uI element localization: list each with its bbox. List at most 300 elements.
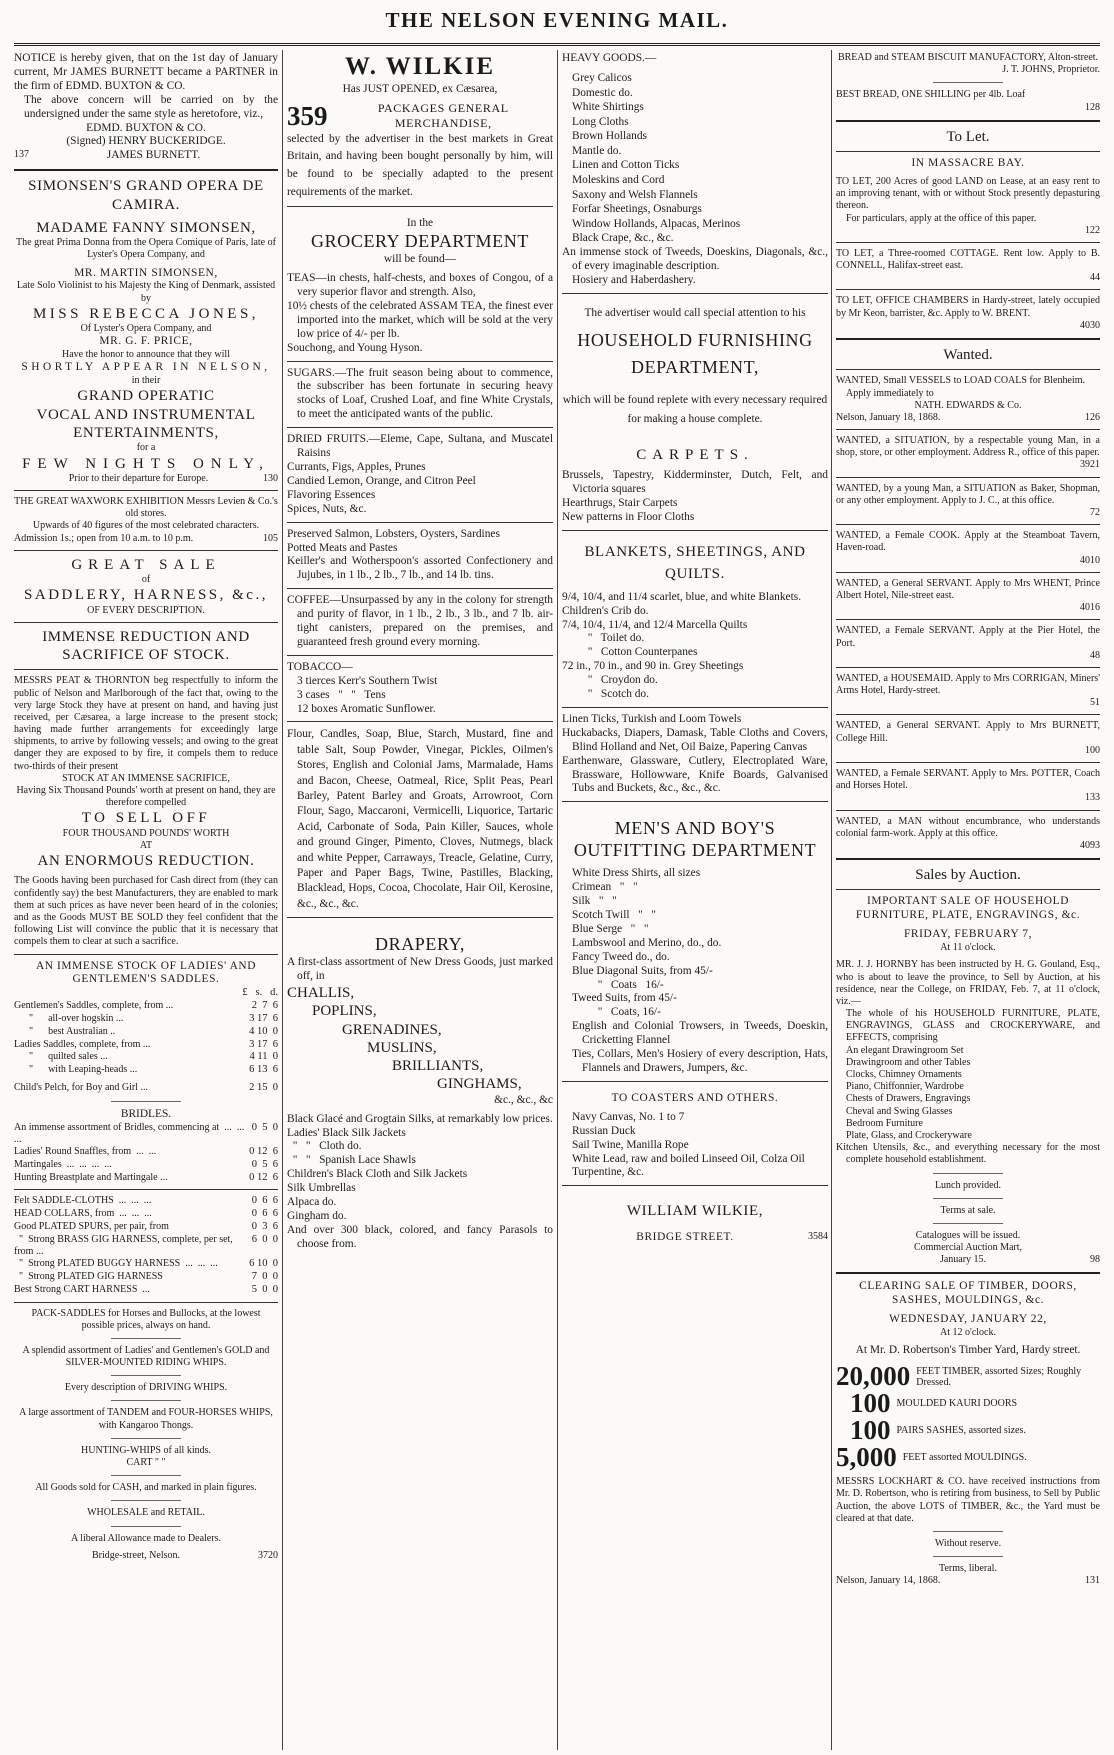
ad-number: 3720 [257, 1549, 278, 1561]
mens-heading: MEN'S AND BOY'S [614, 818, 776, 839]
household-heading: HOUSEHOLD FURNISHING DEPARTMENT, [577, 330, 813, 377]
ad-number: 100 [1085, 744, 1100, 756]
alpaca: Alpaca do. [287, 1196, 337, 1209]
notice-ad [14, 52, 278, 163]
lot-row [836, 1444, 1100, 1471]
wanted-item: NATH. EDWARDS & Co. [914, 399, 1022, 411]
wednesday-date: WEDNESDAY, JANUARY 22, [889, 1313, 1047, 1326]
divider [836, 477, 1100, 478]
mens-item: " Coats 16/- [592, 978, 664, 991]
parasols: And over 300 black, colored, and fancy Parasols to choose from. [287, 1223, 553, 1250]
sale-heading: OF EVERY DESCRIPTION. [87, 604, 205, 616]
wanted-heading: Wanted. [943, 347, 993, 364]
price-value: 4 11 0 [249, 1051, 278, 1063]
auction-item: Clocks, Chimney Ornaments [846, 1069, 962, 1081]
divider [836, 524, 1100, 525]
gingham: Gingham do. [287, 1209, 347, 1222]
keiller: Keiller's and Wotherspoon's assorted Confectionery and Jujubes, in 1 lb., 2 lb., 7 lb., and 14 lb. tins. [287, 555, 553, 582]
saddlery-ad [14, 556, 278, 1562]
mens-list [562, 867, 828, 1076]
wanted-item: WANTED, a Female SERVANT. Apply to Mrs. POTTER, Coach and Horses Hotel. [836, 768, 1100, 792]
fruit-item: Flavoring Essences [287, 488, 376, 501]
divider [111, 1500, 181, 1501]
opera-line: ENTERTAINMENTS, [73, 425, 219, 442]
sale-time: At 12 o'clock. [940, 1327, 996, 1339]
grocery-heading: GROCERY DEPARTMENT [311, 231, 529, 252]
household-effects: The whole of his HOUSEHOLD FURNITURE, PLATE, ENGRAVINGS, GLASS and CROCKERYWARE, and EFFECTS, comprising [846, 1008, 1100, 1044]
sale-time: At 11 o'clock. [940, 942, 996, 954]
terms: Terms at sale. [940, 1204, 996, 1216]
heavy-goods-item: White Shirtings [572, 101, 644, 114]
divider [836, 889, 1100, 890]
price-item: Good PLATED SPURS, per pair, from [14, 1220, 169, 1232]
sale-line: STOCK AT AN IMMENSE SACRIFICE, [62, 772, 230, 784]
ad-number: 128 [1085, 101, 1100, 113]
column-3 [562, 52, 828, 1748]
divider [111, 1375, 181, 1376]
heavy-goods-list [562, 71, 828, 246]
sales-heading: Sales by Auction. [915, 867, 1021, 884]
ad-number: 4093 [1080, 839, 1100, 851]
auction-date: Nelson, January 14, 1868. [836, 1575, 941, 1587]
to-let-item: TO LET, OFFICE CHAMBERS in Hardy-street, lately occupied by Mr Keon, barrister, &c. Apply to W. BRENT. [836, 295, 1100, 319]
price-value: 0 6 6 [251, 1208, 278, 1220]
price-item: Best Strong CART HARNESS ... [14, 1283, 150, 1295]
fruits-list [287, 461, 553, 517]
price-row [14, 1064, 278, 1077]
blanket-item: 72 in., 70 in., and 90 in. Grey Sheetings [562, 660, 744, 673]
divider [111, 1475, 181, 1476]
price-item: " quilted sales ... [14, 1051, 108, 1063]
mens-item: Blue Diagonal Suits, from 45/- [572, 964, 713, 977]
price-value: 0 5 0 [251, 1121, 278, 1133]
wanted-item: WANTED, a Female SERVANT. Apply at the Pier Hotel, the Port. [836, 625, 1100, 649]
dress-good: &c., &c., &c [494, 1093, 553, 1106]
lockhart-notice: MESSRS LOCKHART & CO. have received instructions from Mr. D. Robertson, who is retiring from business, to Sell by Public Auction, the above LOTS of TIMBER, &c., the Yard must be cleared at that date. [836, 1476, 1100, 1524]
column-2 [287, 52, 553, 1748]
dress-good: BRILLIANTS, [392, 1058, 484, 1075]
wanted-item: WANTED, a General SERVANT. Apply to Mrs BURNETT, College Hill. [836, 720, 1100, 744]
mens-item: " Coats, 16/- [592, 1006, 661, 1019]
lot-row [836, 1363, 1100, 1390]
notice-body-2: The above concern will be carried on by the undersigned under the same style as heretofore, viz., [24, 93, 278, 120]
felts-list [14, 1195, 278, 1296]
price-row [14, 1258, 278, 1271]
waxwork-admission: Admission 1s.; open from 10 a.m. to 10 p.m. [14, 532, 194, 544]
carpets-heading: CARPETS. [636, 446, 754, 463]
price-row [14, 1000, 278, 1013]
price-row [14, 1026, 278, 1039]
mens-item: Ties, Collars, Men's Hosiery of every description, Hats, Flannels and Drawers, Jumpers, &c. [572, 1048, 828, 1074]
sale-body-2: The Goods having been purchased for Cash direct from (they can confidently say) the best Manufacturers, they are enabled to mark them at such prices as have never been heard of in the colonies; and as the Goods MUST BE SOLD they feel confident that the following List will convince the public that it is necessary that compels them to clear at such a sacrifice. [14, 875, 278, 948]
catalogues: Catalogues will be issued. [915, 1229, 1021, 1241]
ad-number: 133 [1085, 792, 1100, 804]
blanket-item: 9/4, 10/4, and 11/4 scarlet, blue, and white Blankets. [562, 590, 802, 603]
price-value: 3 17 6 [249, 1012, 278, 1024]
notice-signature: (Signed) HENRY BUCKERIDGE. [66, 135, 226, 148]
column-1 [14, 52, 278, 1748]
divider [933, 82, 1003, 83]
huckabacks: Huckabacks, Diapers, Damask, Table Cloths and Covers, Blind Holland and Net, Oil Baize, Papering Canvas [562, 726, 828, 753]
sale-heading: of [141, 574, 151, 586]
mens-item: Silk " " [572, 895, 617, 908]
divider [836, 667, 1100, 668]
divider [14, 1302, 278, 1303]
dress-good: CHALLIS, [287, 984, 355, 1001]
heavy-goods-item: Forfar Sheetings, Osnaburgs [572, 203, 702, 216]
price-row [14, 1208, 278, 1221]
wanted-item: WANTED, a Female COOK. Apply at the Steamboat Tavern, Haven-road. [836, 530, 1100, 554]
auction-item: Chests of Drawers, Engravings [846, 1093, 971, 1105]
divider [14, 622, 278, 623]
tobacco-item: 3 tierces Kerr's Southern Twist [297, 674, 438, 687]
friday-date: FRIDAY, FEBRUARY 7, [903, 928, 1033, 941]
auction-mart: Commercial Auction Mart, [913, 1242, 1023, 1254]
ad-number: 3921 [1080, 459, 1100, 471]
price-item: " Strong BRASS GIG HARNESS, complete, per set, from ... [14, 1233, 236, 1257]
flour-list: Flour, Candles, Soap, Blue, Starch, Mustard, fine and table Salt, Soup Powder, Vinegar, Pickles, Oilmen's Stores, English and Colonial Jams, Marmalade, Hams and Bacon, Cheese, Oatmeal, Rice, Split Peas, Pearl Barley, Patent Barley and Groats, Arrowroot, Corn Flour, Sago, Maccaroni, Vermicelli, Liquorice, Tartaric Acid, Carbonate of Soda, Pain Killer, Sauces, whole and ground Ginger, Pimento, Cloves, Nutmegs, black and white Pepper, Carraways, Treacle, Gelatine, Curry, Paper and Paper Bags, Twine, Pastilles, Blacking, Blacklead, Hops, Cocoa, Chocolate, Hair Oil, Kerosine, &c., &c., &c. [287, 728, 553, 910]
timber-yard: At Mr. D. Robertson's Timber Yard, Hardy street. [855, 1344, 1081, 1357]
price-item: HEAD COLLARS, from ... ... ... [14, 1208, 152, 1220]
price-value: 0 6 6 [251, 1195, 278, 1207]
fruit-item: Spices, Nuts, &c. [287, 502, 367, 515]
divider [562, 293, 828, 294]
divider [836, 429, 1100, 430]
lot-row [836, 1390, 1100, 1417]
ad-number: 48 [1090, 649, 1100, 661]
black-silks: Black Glacé and Grogtain Silks, at remarkably low prices. [287, 1112, 553, 1125]
heavy-goods-item: Linen and Cotton Ticks [572, 159, 680, 172]
hearthrugs: Hearthrugs, Stair Carpets [562, 496, 678, 509]
divider [836, 810, 1100, 811]
floor-cloths: New patterns in Floor Cloths [562, 510, 695, 523]
divider [14, 1189, 278, 1190]
earthenware: Earthenware, Glassware, Cutlery, Electroplated Ware, Brassware, Hollowware, Knife Boards, Galvanised Tubs and Buckets, &c., &c., &c. [562, 754, 828, 795]
tobacco-item: 12 boxes Aromatic Sunflower. [297, 702, 436, 715]
allowance: A liberal Allowance made to Dealers. [71, 1532, 221, 1544]
performer-name: MR. MARTIN SIMONSEN, [74, 266, 218, 279]
ad-number: 44 [1090, 272, 1100, 284]
wilkie-opened: Has JUST OPENED, ex Cæsarea, [342, 82, 498, 95]
opera-line: VOCAL AND INSTRUMENTAL [36, 406, 256, 423]
carpet-types: Brussels, Tapestry, Kidderminster, Dutch, Felt, and Victoria squares [562, 469, 828, 495]
replete: which will be found replete with every necessary required for making a house complete. [562, 394, 828, 426]
coasters-item: Turpentine, &c. [572, 1166, 645, 1179]
heavy-goods-item: Window Hollands, Alpacas, Merinos [572, 217, 741, 230]
performer-name: MISS REBECCA JONES, [32, 305, 260, 322]
divider [933, 1198, 1003, 1199]
blanket-item: " Cotton Counterpanes [582, 646, 698, 659]
coasters-item: Russian Duck [572, 1124, 636, 1137]
price-item: Gentlemen's Saddles, complete, from ... [14, 1000, 174, 1012]
price-item: " all-over hogskin ... [14, 1012, 124, 1024]
price-item: Hunting Breastplate and Martingale ... [14, 1171, 168, 1183]
ad-number: 137 [14, 149, 29, 161]
bridles-heading: BRIDLES. [120, 1107, 172, 1120]
blanket-item: " Toilet do. [582, 632, 645, 645]
divider [933, 1531, 1003, 1532]
divider [287, 721, 553, 722]
divider [287, 655, 553, 656]
ad-number: 122 [1085, 224, 1100, 236]
to-let-item: TO LET, 200 Acres of good LAND on Lease, at an easy rent to an improving tenant, with or without Stock presently depasturing thereon. [836, 175, 1100, 212]
notice-signature: JAMES BURNETT. [106, 149, 201, 162]
auction-item: Plate, Glass, and Crockeryware [846, 1129, 972, 1141]
opera-line: in their [131, 375, 161, 387]
childrens-jackets: Children's Black Cloth and Silk Jackets [287, 1168, 468, 1181]
heavy-goods-item: Long Cloths [572, 115, 629, 128]
divider [14, 669, 278, 670]
price-row [14, 1221, 278, 1234]
clearing-sale: CLEARING SALE OF TIMBER, DOORS, SASHES, MOULDINGS, &c. [859, 1280, 1077, 1307]
price-row [14, 1082, 278, 1095]
waxwork-body: THE GREAT WAXWORK EXHIBITION Messrs Levien & Co.'s old stores. [14, 496, 278, 520]
price-row [14, 1234, 278, 1258]
lot-text: FEET assorted MOULDINGS. [902, 1452, 1027, 1464]
price-value: 0 12 6 [249, 1145, 278, 1157]
sale-address: Bridge-street, Nelson. [91, 1549, 181, 1561]
ad-number: 72 [1090, 507, 1100, 518]
masthead-rule [14, 43, 1100, 46]
price-value: 0 5 6 [251, 1158, 278, 1170]
divider [836, 151, 1100, 152]
notice-body: NOTICE is hereby given, that on the 1st day of January current, Mr JAMES BURNETT became a PARTNER in the firm of EDMD. BUXTON & CO. [14, 52, 278, 92]
divider [836, 289, 1100, 290]
dress-good: GINGHAMS, [437, 1076, 522, 1093]
auction-item: Drawingroom and other Tables [846, 1056, 971, 1068]
divider [287, 588, 553, 589]
mens-item: Blue Serge " " [572, 922, 649, 935]
wholesale: WHOLESALE and RETAIL. [87, 1507, 205, 1519]
lot-quantity: 100 [850, 1388, 891, 1419]
mens-item: Lambswool and Merino, do., do. [572, 936, 722, 949]
tandem-whips: A large assortment of TANDEM and FOUR-HORSES WHIPS, with Kangaroo Thongs. [19, 1407, 273, 1431]
price-row [14, 1159, 278, 1172]
sale-heading: IMMENSE REDUCTION AND SACRIFICE OF STOCK. [42, 628, 250, 664]
price-item: Ladies Saddles, complete, from ... [14, 1038, 151, 1050]
coasters-list [562, 1111, 828, 1181]
riding-whips: A splendid assortment of Ladies' and Gentlemen's GOLD and SILVER-MOUNTED RIDING WHIPS. [22, 1344, 270, 1369]
auction-item: Bedroom Furniture [846, 1117, 923, 1129]
ad-number: 105 [263, 532, 278, 544]
divider [111, 1526, 181, 1527]
pack-saddles: PACK-SADDLES for Horses and Bullocks, at the lowest possible prices, always on hand. [31, 1307, 261, 1331]
bread-price: BEST BREAD, ONE SHILLING per 4lb. Loaf [836, 89, 1026, 101]
wanted-item: Nelson, January 18, 1868. [836, 411, 941, 423]
price-row [14, 1051, 278, 1064]
divider [287, 522, 553, 523]
performer-name: MADAME FANNY SIMONSEN, [36, 219, 256, 236]
price-item: Martingales ... ... ... ... [14, 1158, 112, 1170]
terms-liberal: Terms, liberal. [939, 1563, 997, 1575]
divider [14, 954, 278, 955]
wanted-item: WANTED, a MAN without encumbrance, who understands colonial farm-work. Apply at this office. [836, 815, 1100, 839]
teas: TEAS—in chests, half-chests, and boxes of Congou, of a very superior flavor and strength. Also, [287, 272, 553, 299]
divider [287, 917, 553, 918]
heavy-goods-item: Moleskins and Cord [572, 174, 665, 187]
opera-line: for a [136, 442, 156, 454]
sale-line: AT [139, 839, 153, 851]
price-value: 0 12 6 [249, 1171, 278, 1183]
divider [933, 1556, 1003, 1557]
opera-ad [14, 177, 278, 485]
wilkie-signature: WILLIAM WILKIE, [626, 1203, 764, 1220]
auction-item: Cheval and Swing Glasses [846, 1105, 953, 1117]
opera-title: SIMONSEN'S GRAND OPERA DE CAMIRA. [28, 178, 264, 213]
price-row [14, 1122, 278, 1146]
sale-heading: SADDLERY, HARNESS, &c., [24, 587, 268, 604]
divider [836, 619, 1100, 620]
sale-line: AN ENORMOUS REDUCTION. [37, 853, 255, 870]
heavy-goods-item: Grey Calicos [572, 71, 632, 84]
performer-name: MR. G. F. PRICE, [99, 335, 193, 348]
lot-text: MOULDED KAURI DOORS [896, 1398, 1018, 1410]
without-reserve: Without reserve. [934, 1538, 1002, 1550]
attention: The advertiser would call special attention to his [584, 306, 806, 319]
price-item: " best Australian .. [14, 1025, 116, 1037]
price-row [14, 1172, 278, 1185]
ad-number: 4010 [1080, 554, 1100, 566]
lot-quantity: 20,000 [836, 1361, 911, 1392]
wanted-item: Apply immediately to [846, 387, 934, 399]
blanket-item: Children's Crib do. [562, 604, 649, 617]
blanket-item: " Scotch do. [582, 688, 649, 701]
fruit-item: Candied Lemon, Orange, and Citron Peel [287, 474, 476, 487]
heavy-goods-item: Black Crape, &c., &c. [572, 232, 674, 245]
packages-row [287, 101, 553, 130]
price-value: 2 15 0 [249, 1081, 278, 1093]
divider [287, 361, 553, 362]
divider [836, 1272, 1100, 1274]
divider [933, 1223, 1003, 1224]
hunting-whips: HUNTING-WHIPS of all kinds. [81, 1444, 211, 1456]
mens-item: White Dress Shirts, all sizes [572, 867, 701, 880]
auction-item: Piano, Chiffonnier, Wardrobe [846, 1081, 964, 1093]
tweeds: An immense stock of Tweeds, Doeskins, Diagonals, &c., of every imaginable description. [562, 246, 828, 272]
price-item: Felt SADDLE-CLOTHS ... ... ... [14, 1195, 152, 1207]
price-item: " Strong PLATED GIG HARNESS [14, 1270, 163, 1282]
wanted-item: WANTED, a SITUATION, by a respectable young Man, in a shop, store, or other employment. Address R., office of this paper. [836, 435, 1100, 459]
wilkie-intro: selected by the advertiser in the best markets in Great Britain, and having been bought personally by him, will be found to be specially adapted to the present requirements of the market. [287, 132, 553, 198]
price-value: 3 17 6 [249, 1038, 278, 1050]
sale-line: Having Six Thousand Pounds' worth at present on hand, they are therefore compelled [16, 785, 276, 809]
divider [836, 369, 1100, 370]
divider [836, 242, 1100, 243]
wilkie-title: W. WILKIE [344, 53, 495, 80]
ad-number: 131 [1085, 1575, 1100, 1587]
silk-umbrellas: Silk Umbrellas [287, 1182, 356, 1195]
price-value: 4 10 0 [249, 1025, 278, 1037]
sale-line: FOUR THOUSAND POUNDS' WORTH [62, 827, 230, 839]
assam-tea: 10½ chests of the celebrated ASSAM TEA, the finest ever imported into the market, which will be sold at the very low price of 4/- per lb. [287, 299, 553, 340]
stock-heading: AN IMMENSE STOCK OF LADIES' AND GENTLEMEN'S SADDLES. [35, 959, 257, 986]
auction-items [836, 1045, 1100, 1143]
masthead: THE NELSON EVENING MAIL. [385, 8, 729, 32]
tobacco: TOBACCO— [287, 660, 353, 673]
in-the: In the [406, 217, 434, 230]
mart-date: January 15. [939, 1254, 987, 1266]
hosiery: Hosiery and Haberdashery. [572, 273, 696, 286]
sale-body: MESSRS PEAT & THORNTON beg respectfully to inform the public of Nelson and Marlborough of the fact that, owing to the very large Stock they have at present on hand, and having just received, per Cæsarea, a large increase to the present stock; having made further arrangements for exceedingly large shipments, to arrive by following vessels; and owing to the great danger they are exposed to by fire, it compels them to reduce two-thirds of their present [14, 675, 278, 772]
price-item: Child's Pelch, for Boy and Girl ... [14, 1081, 149, 1093]
sale-line: TO SELL OFF [81, 810, 211, 827]
drapery-intro: A first-class assortment of New Dress Goods, just marked off, in [287, 956, 553, 983]
column-rule [282, 50, 283, 1750]
price-row [14, 1013, 278, 1026]
divider [111, 1400, 181, 1401]
mens-item: Crimean " " [572, 881, 638, 894]
blanket-item: " Croydon do. [582, 674, 658, 687]
opera-line: Prior to their departure for Europe. [68, 472, 209, 484]
column-4 [836, 52, 1100, 1748]
kitchen-utensils: Kitchen Utensils, &c., and everything necessary for the most complete household establishment. [836, 1142, 1100, 1166]
tobacco-item: 3 cases " " Tens [297, 688, 386, 701]
opera-line: GRAND OPERATIC [77, 388, 215, 405]
blankets-heading: BLANKETS, SHEETINGS, AND QUILTS. [584, 543, 806, 583]
mens-heading: OUTFITTING DEPARTMENT [573, 840, 817, 861]
wanted-item: WANTED, a General SERVANT. Apply to Mrs WHENT, Prince Albert Hotel, Nile-street east. [836, 577, 1100, 601]
lsd-heading: £ s. d. [242, 987, 278, 999]
divider [836, 714, 1100, 715]
dried-fruits: DRIED FRUITS.—Eleme, Cape, Sultana, and Muscatel Raisins [287, 433, 553, 460]
divider [562, 1081, 828, 1082]
price-value: 5 0 0 [251, 1283, 278, 1295]
important-sale: IMPORTANT SALE OF HOUSEHOLD FURNITURE, PLATE, ENGRAVINGS, &c. [855, 895, 1081, 922]
dress-good: POPLINS, [312, 1003, 377, 1020]
sale-heading: GREAT SALE [71, 556, 221, 573]
price-value: 2 7 6 [251, 1000, 278, 1012]
ad-number: 130 [263, 472, 278, 484]
divider [287, 206, 553, 207]
lot-row [836, 1417, 1100, 1444]
coasters-heading: TO COASTERS AND OTHERS. [611, 1091, 779, 1104]
waxwork-body-2: Upwards of 40 figures of the most celebrated characters. [32, 520, 260, 532]
linen-ticks: Linen Ticks, Turkish and Loom Towels [562, 712, 742, 725]
bread-heading: BREAD and STEAM BISCUIT MANUFACTORY, Alton-street. [837, 52, 1099, 63]
price-value: 0 3 6 [251, 1220, 278, 1232]
hornby-notice: MR. J. J. HORNBY has been instructed by H. G. Gouland, Esq., who is about to leave the province, to Sell by Auction, at his residence, near the College, on FRIDAY, Feb. 7, at 11 o'clock, viz.— [836, 959, 1100, 1007]
fruit-item: Currants, Figs, Apples, Prunes [287, 460, 426, 473]
opera-line: SHORTLY APPEAR IN NELSON, [21, 361, 271, 374]
mens-item: Tweed Suits, from 45/- [572, 992, 677, 1005]
divider [111, 1338, 181, 1339]
price-value: 6 10 0 [249, 1258, 278, 1270]
lace-shawls: " " Spanish Lace Shawls [287, 1154, 416, 1167]
blanket-item: 7/4, 10/4, 11/4, and 12/4 Marcella Quilts [562, 618, 748, 631]
divider [836, 120, 1100, 122]
divider [287, 427, 553, 428]
wanted-item: WANTED, a HOUSEMAID. Apply to Mrs CORRIGAN, Miners' Arms Hotel, Hardy-street. [836, 672, 1100, 697]
price-value: 6 13 6 [249, 1064, 278, 1076]
performer-desc: Late Solo Violinist to his Majesty the King of Denmark, assisted by [16, 280, 276, 304]
heavy-goods-heading: HEAVY GOODS.— [562, 52, 657, 64]
coffee: COFFEE—Unsurpassed by any in the colony for strength and purity of flavor, in 1 lb., 2 lb., 3 lb., and 7 lb. air-tight canisters, prepared on the premises, and guaranteed fresh ground every morning. [287, 594, 553, 648]
performer-desc: Have the honor to announce that they will [61, 349, 230, 361]
divider [14, 169, 278, 171]
coasters-item: White Lead, raw and boiled Linseed Oil, Colza Oil [572, 1152, 805, 1165]
price-row [14, 1195, 278, 1208]
divider [836, 762, 1100, 763]
wilkie-street: BRIDGE STREET. [636, 1230, 734, 1243]
divider [562, 530, 828, 531]
will-be-found: will be found— [383, 253, 457, 266]
divider [562, 707, 828, 708]
ad-number: 51 [1090, 697, 1100, 709]
notice-signature: EDMD. BUXTON & CO. [86, 121, 206, 134]
heavy-goods-item: Mantle do. [572, 144, 622, 157]
preserved: Preserved Salmon, Lobsters, Oysters, Sardines [287, 527, 500, 540]
to-let-item: For particulars, apply at the office of this paper. [846, 212, 1037, 224]
